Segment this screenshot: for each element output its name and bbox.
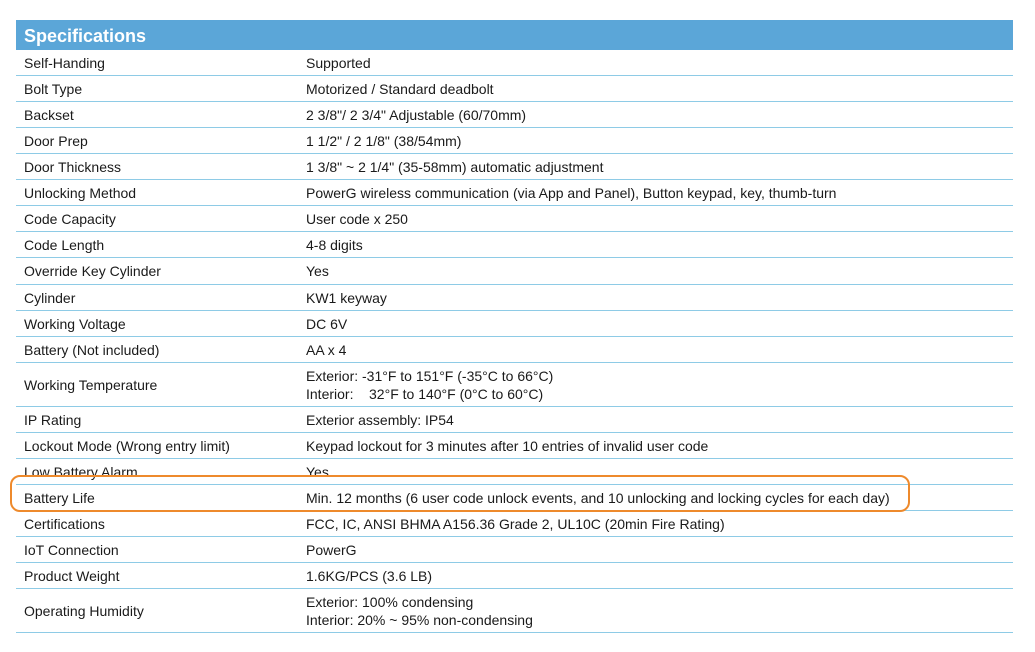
spec-value-line: 2 3/8"/ 2 3/4" Adjustable (60/70mm) bbox=[306, 106, 527, 123]
spec-value bbox=[306, 311, 347, 336]
spec-value bbox=[306, 485, 890, 510]
spec-value bbox=[306, 102, 526, 127]
table-row bbox=[16, 50, 1013, 76]
spec-value bbox=[306, 285, 387, 310]
table-row bbox=[16, 537, 1013, 563]
table-row bbox=[16, 433, 1013, 459]
table-row bbox=[16, 485, 1013, 511]
table-row bbox=[16, 206, 1013, 232]
spec-value bbox=[306, 563, 432, 588]
spec-value bbox=[306, 206, 408, 231]
spec-value-line: Keypad lockout for 3 minutes after 10 entries of invalid user code bbox=[306, 437, 709, 454]
spec-value bbox=[306, 433, 708, 458]
spec-value bbox=[306, 258, 329, 284]
spec-label: Product Weight bbox=[24, 567, 120, 584]
table-title: Specifications bbox=[16, 20, 1013, 50]
spec-value-line: Yes bbox=[306, 263, 329, 279]
spec-label: Certifications bbox=[24, 515, 105, 532]
spec-value bbox=[306, 154, 603, 179]
spec-value-line: 4-8 digits bbox=[306, 236, 363, 253]
spec-label: Battery (Not included) bbox=[24, 341, 160, 358]
spec-label: Battery Life bbox=[24, 489, 95, 506]
spec-value-line: FCC, IC, ANSI BHMA A156.36 Grade 2, UL10C (20min Fire Rating) bbox=[306, 515, 725, 532]
spec-label: Backset bbox=[24, 106, 74, 123]
spec-value-line: Yes bbox=[306, 463, 329, 480]
spec-value-line: PowerG wireless communication (via App and Panel), Button keypad, key, thumb-turn bbox=[306, 184, 837, 201]
spec-value bbox=[306, 76, 494, 101]
table-row bbox=[16, 180, 1013, 206]
spec-label: Bolt Type bbox=[24, 80, 83, 97]
spec-value bbox=[306, 363, 553, 406]
table-row bbox=[16, 337, 1013, 363]
table-row bbox=[16, 407, 1013, 433]
table-row bbox=[16, 128, 1013, 154]
spec-value-line: 1 3/8" ~ 2 1/4" (35-58mm) automatic adjustment bbox=[306, 158, 604, 175]
spec-value-line: Supported bbox=[306, 54, 371, 71]
table-row bbox=[16, 76, 1013, 102]
spec-value bbox=[306, 459, 329, 484]
table-row bbox=[16, 232, 1013, 258]
spec-value-line: 1 1/2" / 2 1/8" (38/54mm) bbox=[306, 132, 462, 149]
spec-label: Lockout Mode (Wrong entry limit) bbox=[24, 437, 230, 454]
spec-value bbox=[306, 232, 363, 257]
table-row bbox=[16, 511, 1013, 537]
spec-label: Door Thickness bbox=[24, 158, 122, 175]
spec-label: Working Voltage bbox=[24, 315, 126, 332]
spec-label: Operating Humidity bbox=[24, 602, 144, 619]
spec-value-line: DC 6V bbox=[306, 315, 348, 332]
spec-label: Door Prep bbox=[24, 132, 88, 149]
table-row bbox=[16, 589, 1013, 633]
spec-label: Working Temperature bbox=[24, 376, 158, 393]
spec-value-line: Exterior assembly: IP54 bbox=[306, 411, 454, 428]
spec-value-line: Interior: 20% ~ 95% non-condensing bbox=[306, 611, 533, 628]
spec-label: Code Capacity bbox=[24, 210, 116, 227]
spec-label: Cylinder bbox=[24, 289, 76, 306]
spec-value-line: 1.6KG/PCS (3.6 LB) bbox=[306, 567, 433, 584]
specifications-table bbox=[16, 20, 1013, 633]
spec-value-line: PowerG bbox=[306, 541, 357, 558]
spec-label: Override Key Cylinder bbox=[24, 263, 161, 279]
spec-value bbox=[306, 128, 461, 153]
spec-label: Code Length bbox=[24, 236, 105, 253]
spec-label: Self-Handing bbox=[24, 54, 105, 71]
table-row bbox=[16, 258, 1013, 285]
spec-value bbox=[306, 180, 836, 205]
spec-value-line: KW1 keyway bbox=[306, 289, 387, 306]
table-row bbox=[16, 311, 1013, 337]
spec-value bbox=[306, 407, 454, 432]
table-row bbox=[16, 363, 1013, 407]
spec-value-line: Interior: 32°F to 140°F (0°C to 60°C) bbox=[306, 385, 544, 402]
table-row bbox=[16, 154, 1013, 180]
spec-value bbox=[306, 537, 357, 562]
spec-label: Unlocking Method bbox=[24, 184, 137, 201]
table-row bbox=[16, 459, 1013, 485]
spec-value bbox=[306, 589, 533, 632]
spec-rows bbox=[16, 50, 1013, 633]
spec-value-line: Exterior: -31°F to 151°F (-35°C to 66°C) bbox=[306, 367, 554, 384]
spec-label: Low Battery Alarm bbox=[24, 463, 138, 480]
spec-value bbox=[306, 50, 371, 75]
spec-label: IoT Connection bbox=[24, 541, 119, 558]
spec-label: IP Rating bbox=[24, 411, 82, 428]
spec-value-line: Exterior: 100% condensing bbox=[306, 593, 474, 610]
spec-value-line: Motorized / Standard deadbolt bbox=[306, 80, 494, 97]
spec-value bbox=[306, 511, 725, 536]
spec-value-line: Min. 12 months (6 user code unlock events, and 10 unlocking and locking cycles for each day) bbox=[306, 489, 890, 506]
spec-value-line: User code x 250 bbox=[306, 210, 408, 227]
spec-value-line: AA x 4 bbox=[306, 341, 347, 358]
table-row bbox=[16, 102, 1013, 128]
spec-value bbox=[306, 337, 346, 362]
table-row bbox=[16, 563, 1013, 589]
table-row bbox=[16, 285, 1013, 311]
